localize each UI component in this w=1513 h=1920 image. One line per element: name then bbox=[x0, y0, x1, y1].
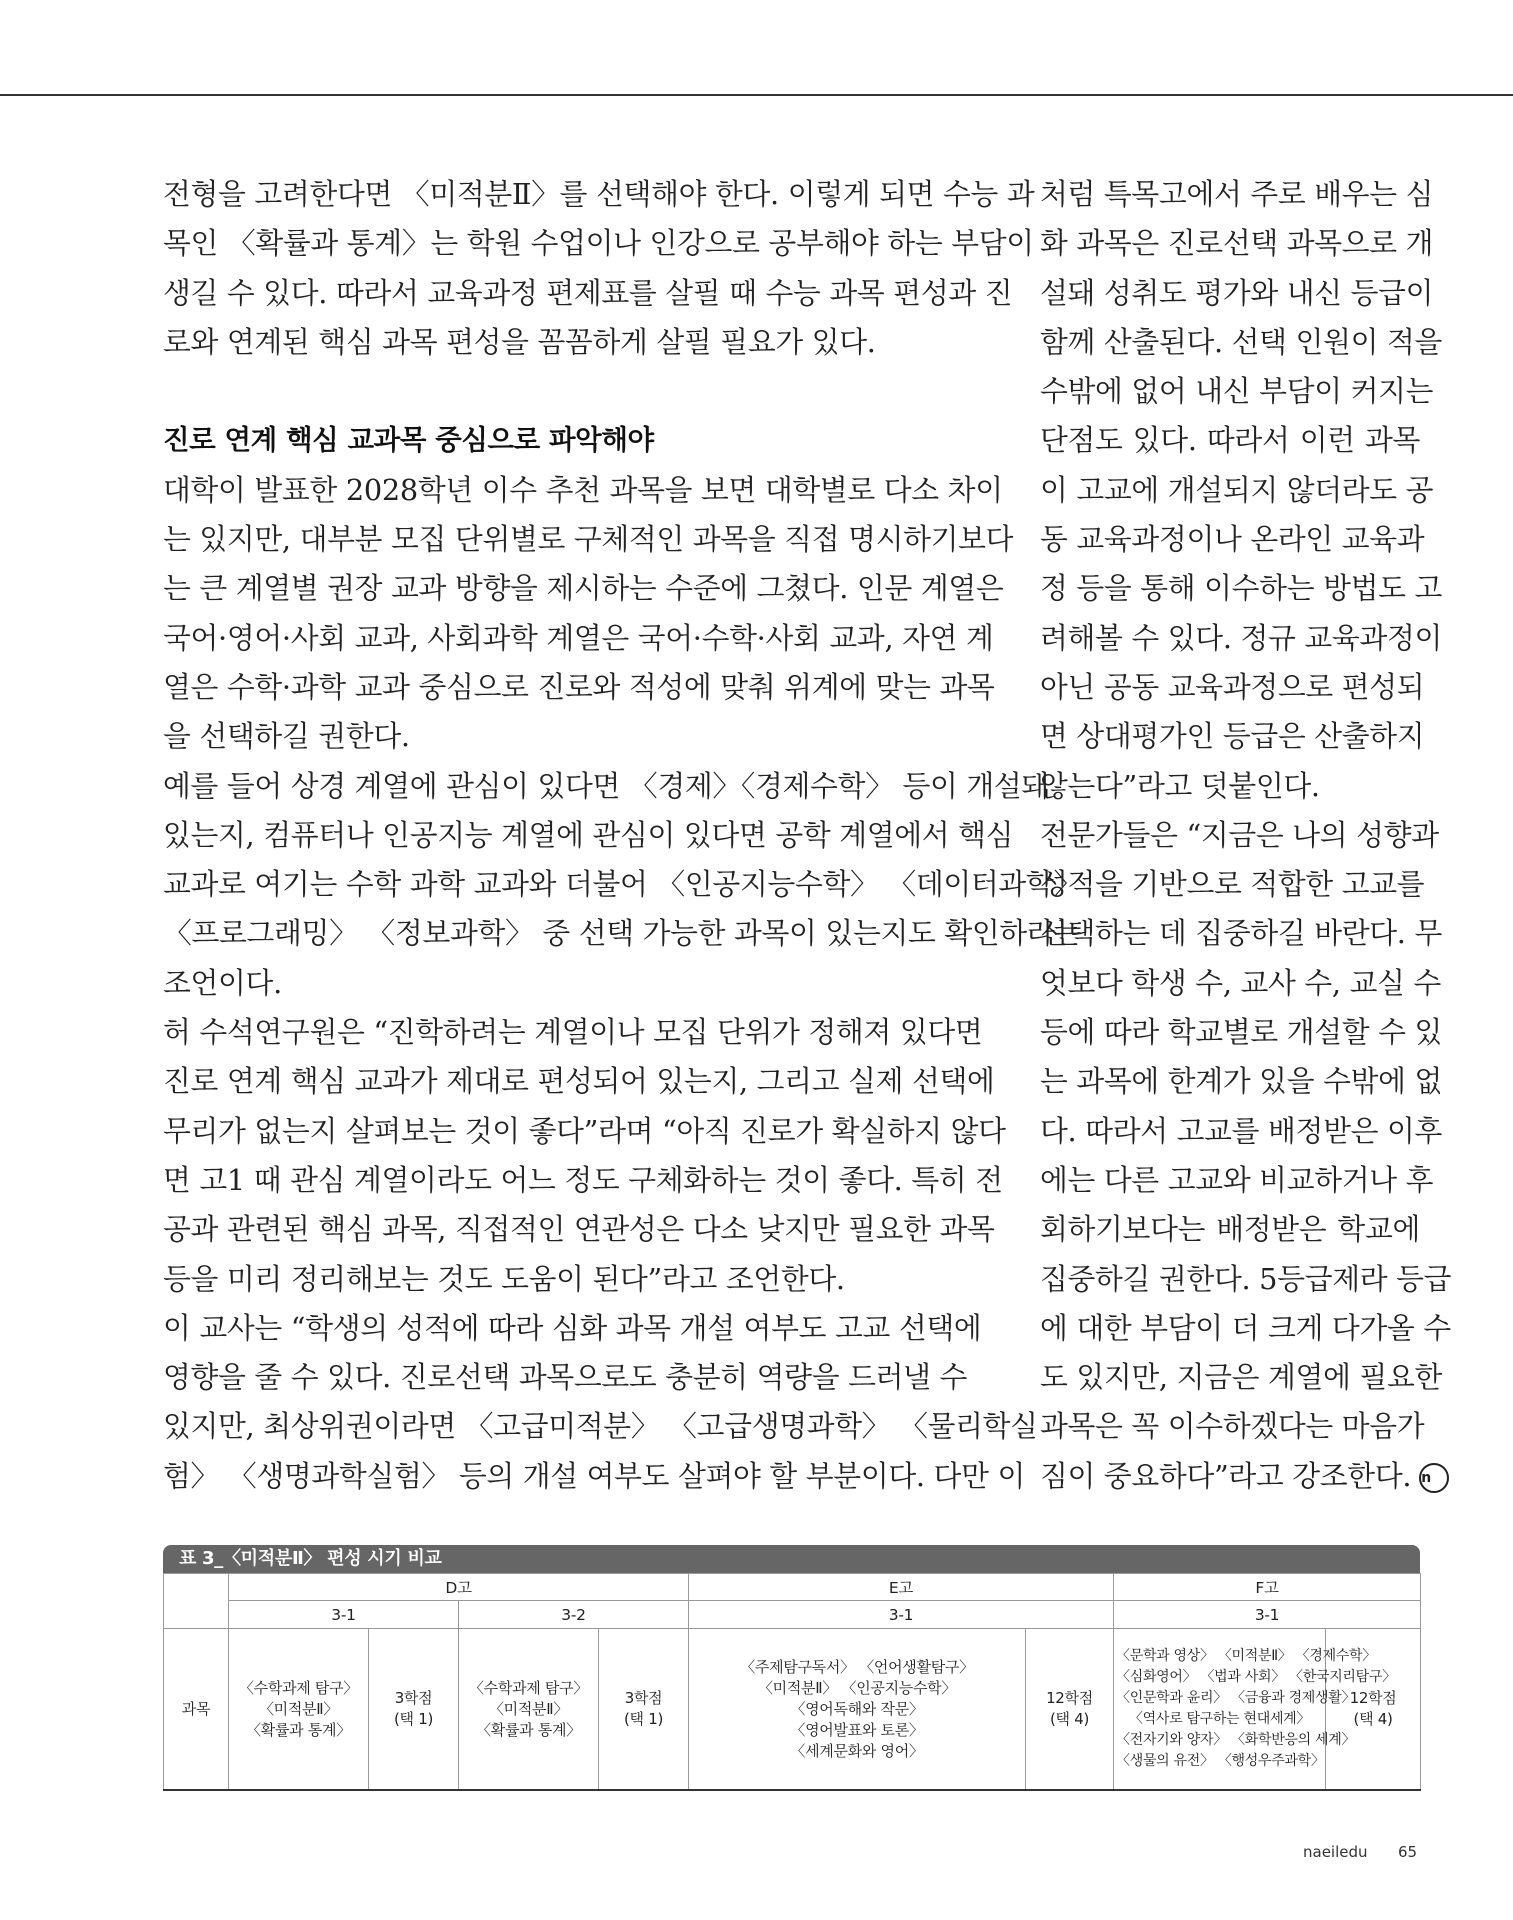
row-label: 과목 bbox=[164, 1629, 229, 1791]
text-line: 집중하길 권한다. 5등급제라 등급 bbox=[1040, 1261, 1452, 1296]
text-line: 않는다”라고 덧붙인다. bbox=[1040, 768, 1320, 803]
subjects-cell: 〈주제탐구독서〉 〈언어생활탐구〉 〈미적분Ⅱ〉 〈인공지능수학〉 〈영어독해와 작문〉 〈영어발표와 토론〉 〈세계문화와 영어〉 bbox=[689, 1629, 1026, 1791]
subjects-cell: 〈수학과제 탐구〉 〈미적분Ⅱ〉 〈확률과 통계〉 bbox=[459, 1629, 599, 1791]
text-line: 면 상대평가인 등급은 산출하지 bbox=[1040, 719, 1425, 754]
text-line: 함께 산출된다. 선택 인원이 적을 bbox=[1040, 324, 1443, 359]
text-line: 등에 따라 학교별로 개설할 수 있 bbox=[1040, 1015, 1443, 1050]
text-line: 〈프로그래밍〉 〈정보과학〉 중 선택 가능한 과목이 있는지도 확인하라는 bbox=[163, 916, 1082, 951]
credits-cell: 3학점 (택 1) bbox=[369, 1629, 459, 1791]
school-header: D고 bbox=[229, 1574, 689, 1601]
text-line: 교과로 여기는 수학 과학 교과와 더불어 〈인공지능수학〉 〈데이터과학〉 bbox=[163, 867, 1082, 902]
text-line: 에 대한 부담이 더 크게 다가올 수 bbox=[1040, 1310, 1451, 1345]
body-text bbox=[163, 466, 1082, 1501]
subjects-cell: 〈수학과제 탐구〉 〈미적분Ⅱ〉 〈확률과 통계〉 bbox=[229, 1629, 369, 1791]
text-line: 는 있지만, 대부분 모집 단위별로 구체적인 과목을 직접 명시하기보다 bbox=[163, 522, 1014, 557]
end-mark-icon: n bbox=[1419, 1463, 1449, 1493]
text-line: 엇보다 학생 수, 교사 수, 교실 수 bbox=[1040, 965, 1442, 1000]
credits-cell: 12학점 (택 4) bbox=[1026, 1629, 1114, 1791]
text-line: 는 큰 계열별 권장 교과 방향을 제시하는 수준에 그쳤다. 인문 계열은 bbox=[163, 571, 1004, 606]
text-line: 설돼 성취도 평가와 내신 등급이 bbox=[1040, 275, 1434, 310]
text-line: 전문가들은 “지금은 나의 성향과 bbox=[1040, 817, 1439, 852]
text-line: 단점도 있다. 따라서 이런 과목 bbox=[1040, 423, 1420, 458]
school-header: F고 bbox=[1114, 1574, 1421, 1601]
text-line: 짐이 중요하다”라고 강조한다. n bbox=[1040, 1452, 1420, 1501]
comparison-table bbox=[163, 1545, 1420, 1791]
text-line: 선택하는 데 집중하길 바란다. 무 bbox=[1040, 916, 1443, 951]
term-header: 3-1 bbox=[689, 1601, 1114, 1629]
text-line: 면 고1 때 관심 계열이라도 어느 정도 구체화하는 것이 좋다. 특히 전 bbox=[163, 1162, 1003, 1197]
text-line: 아닌 공동 교육과정으로 편성되 bbox=[1040, 669, 1425, 704]
text-line: 진로 연계 핵심 교과가 제대로 편성되어 있는지, 그리고 실제 선택에 bbox=[163, 1064, 995, 1099]
text-line: 도 있지만, 지금은 계열에 필요한 bbox=[1040, 1360, 1443, 1395]
text-line: 목인 〈확률과 통계〉는 학원 수업이나 인강으로 공부해야 하는 부담이 bbox=[163, 226, 1034, 261]
table-grid bbox=[163, 1573, 1421, 1791]
table-title: 표 3_〈미적분Ⅱ〉 편성 시기 비교 bbox=[163, 1545, 1420, 1573]
credits-cell: 12학점 (택 4) bbox=[1326, 1629, 1421, 1791]
text-line: 열은 수학·과학 교과 중심으로 진로와 적성에 맞춰 위계에 맞는 과목 bbox=[163, 669, 995, 704]
term-header: 3-1 bbox=[229, 1601, 459, 1629]
text-line: 성적을 기반으로 적합한 고교를 bbox=[1040, 867, 1425, 902]
text-line: 처럼 특목고에서 주로 배우는 심 bbox=[1040, 177, 1434, 211]
page-number: 65 bbox=[1398, 1843, 1418, 1861]
section-heading: 진로 연계 핵심 교과목 중심으로 파악해야 bbox=[163, 424, 654, 457]
text-line: 는 과목에 한계가 있을 수밖에 없 bbox=[1040, 1064, 1443, 1099]
text-line: 이 교사는 “학생의 성적에 따라 심화 과목 개설 여부도 고교 선택에 bbox=[163, 1310, 982, 1345]
corner-cell bbox=[164, 1574, 229, 1629]
text-line: 전형을 고려한다면 〈미적분Ⅱ〉를 선택해야 한다. 이렇게 되면 수능 과 bbox=[163, 177, 1035, 211]
text-line: 다. 따라서 고교를 배정받은 이후 bbox=[1040, 1113, 1443, 1148]
text-line: 화 과목은 진로선택 과목으로 개 bbox=[1040, 226, 1434, 261]
school-header: E고 bbox=[689, 1574, 1114, 1601]
top-rule bbox=[0, 94, 1513, 96]
text-line: 로와 연계된 핵심 과목 편성을 꼼꼼하게 살필 필요가 있다. bbox=[163, 324, 876, 359]
text-line: 허 수석연구원은 “진학하려는 계열이나 모집 단위가 정해져 있다면 bbox=[163, 1015, 983, 1050]
right-body-text bbox=[1040, 170, 1452, 1501]
magazine-name: naeiledu bbox=[1303, 1843, 1368, 1861]
subjects-cell: 〈문학과 영상〉 〈미적분Ⅱ〉 〈경제수학〉 〈심화영어〉 〈법과 사회〉 〈한국지리탐구〉 〈인문학과 윤리〉 〈금융과 경제생활〉 〈역사로 탐구하는 현대세계〉 〈전자기와 양자〉 〈화학반응의 세계〉 〈생물의 유전〉 〈행성우주과학〉 bbox=[1114, 1629, 1326, 1791]
text-line: 험〉 〈생명과학실험〉 등의 개설 여부도 살펴야 할 부분이다. 다만 이 bbox=[163, 1458, 1025, 1493]
text-line: 조언이다. bbox=[163, 965, 282, 1000]
term-header: 3-2 bbox=[459, 1601, 689, 1629]
text-line: 국어·영어·사회 교과, 사회과학 계열은 국어·수학·사회 교과, 자연 계 bbox=[163, 620, 994, 655]
credits-cell: 3학점 (택 1) bbox=[599, 1629, 689, 1791]
text-line: 려해볼 수 있다. 정규 교육과정이 bbox=[1040, 620, 1443, 655]
text-line: 수밖에 없어 내신 부담이 커지는 bbox=[1040, 374, 1434, 409]
text-line: 을 선택하길 권한다. bbox=[163, 719, 410, 754]
text-line: 동 교육과정이나 온라인 교육과 bbox=[1040, 522, 1425, 557]
text-line: 무리가 없는지 살펴보는 것이 좋다”라며 “아직 진로가 확실하지 않다 bbox=[163, 1113, 1006, 1148]
text-line: 생길 수 있다. 따라서 교육과정 편제표를 살필 때 수능 과목 편성과 진 bbox=[163, 275, 1013, 310]
text-line: 등을 미리 정리해보는 것도 도움이 된다”라고 조언한다. bbox=[163, 1261, 845, 1296]
text-line: 공과 관련된 핵심 과목, 직접적인 연관성은 다소 낮지만 필요한 과목 bbox=[163, 1212, 995, 1247]
intro-paragraph bbox=[163, 170, 1035, 367]
text-line: 있는지, 컴퓨터나 인공지능 계열에 관심이 있다면 공학 계열에서 핵심 bbox=[163, 817, 1014, 852]
text-line: 영향을 줄 수 있다. 진로선택 과목으로도 충분히 역량을 드러낼 수 bbox=[163, 1360, 968, 1395]
text-line: 회하기보다는 배정받은 학교에 bbox=[1040, 1212, 1420, 1247]
left-column bbox=[163, 170, 1082, 1501]
right-column bbox=[1040, 170, 1452, 1501]
text-line: 정 등을 통해 이수하는 방법도 고 bbox=[1040, 571, 1443, 606]
text-line: 예를 들어 상경 계열에 관심이 있다면 〈경제〉〈경제수학〉 등이 개설돼 bbox=[163, 768, 1049, 803]
term-header: 3-1 bbox=[1114, 1601, 1421, 1629]
text-line: 과목은 꼭 이수하겠다는 마음가 bbox=[1040, 1409, 1425, 1444]
text-line: 있지만, 최상위권이라면 〈고급미적분〉 〈고급생명과학〉 〈물리학실 bbox=[163, 1409, 1038, 1444]
text-line: 에는 다른 고교와 비교하거나 후 bbox=[1040, 1162, 1434, 1197]
text-line: 이 고교에 개설되지 않더라도 공 bbox=[1040, 472, 1434, 507]
text-line: 대학이 발표한 2028학년 이수 추천 과목을 보면 대학별로 다소 차이 bbox=[163, 472, 1003, 507]
